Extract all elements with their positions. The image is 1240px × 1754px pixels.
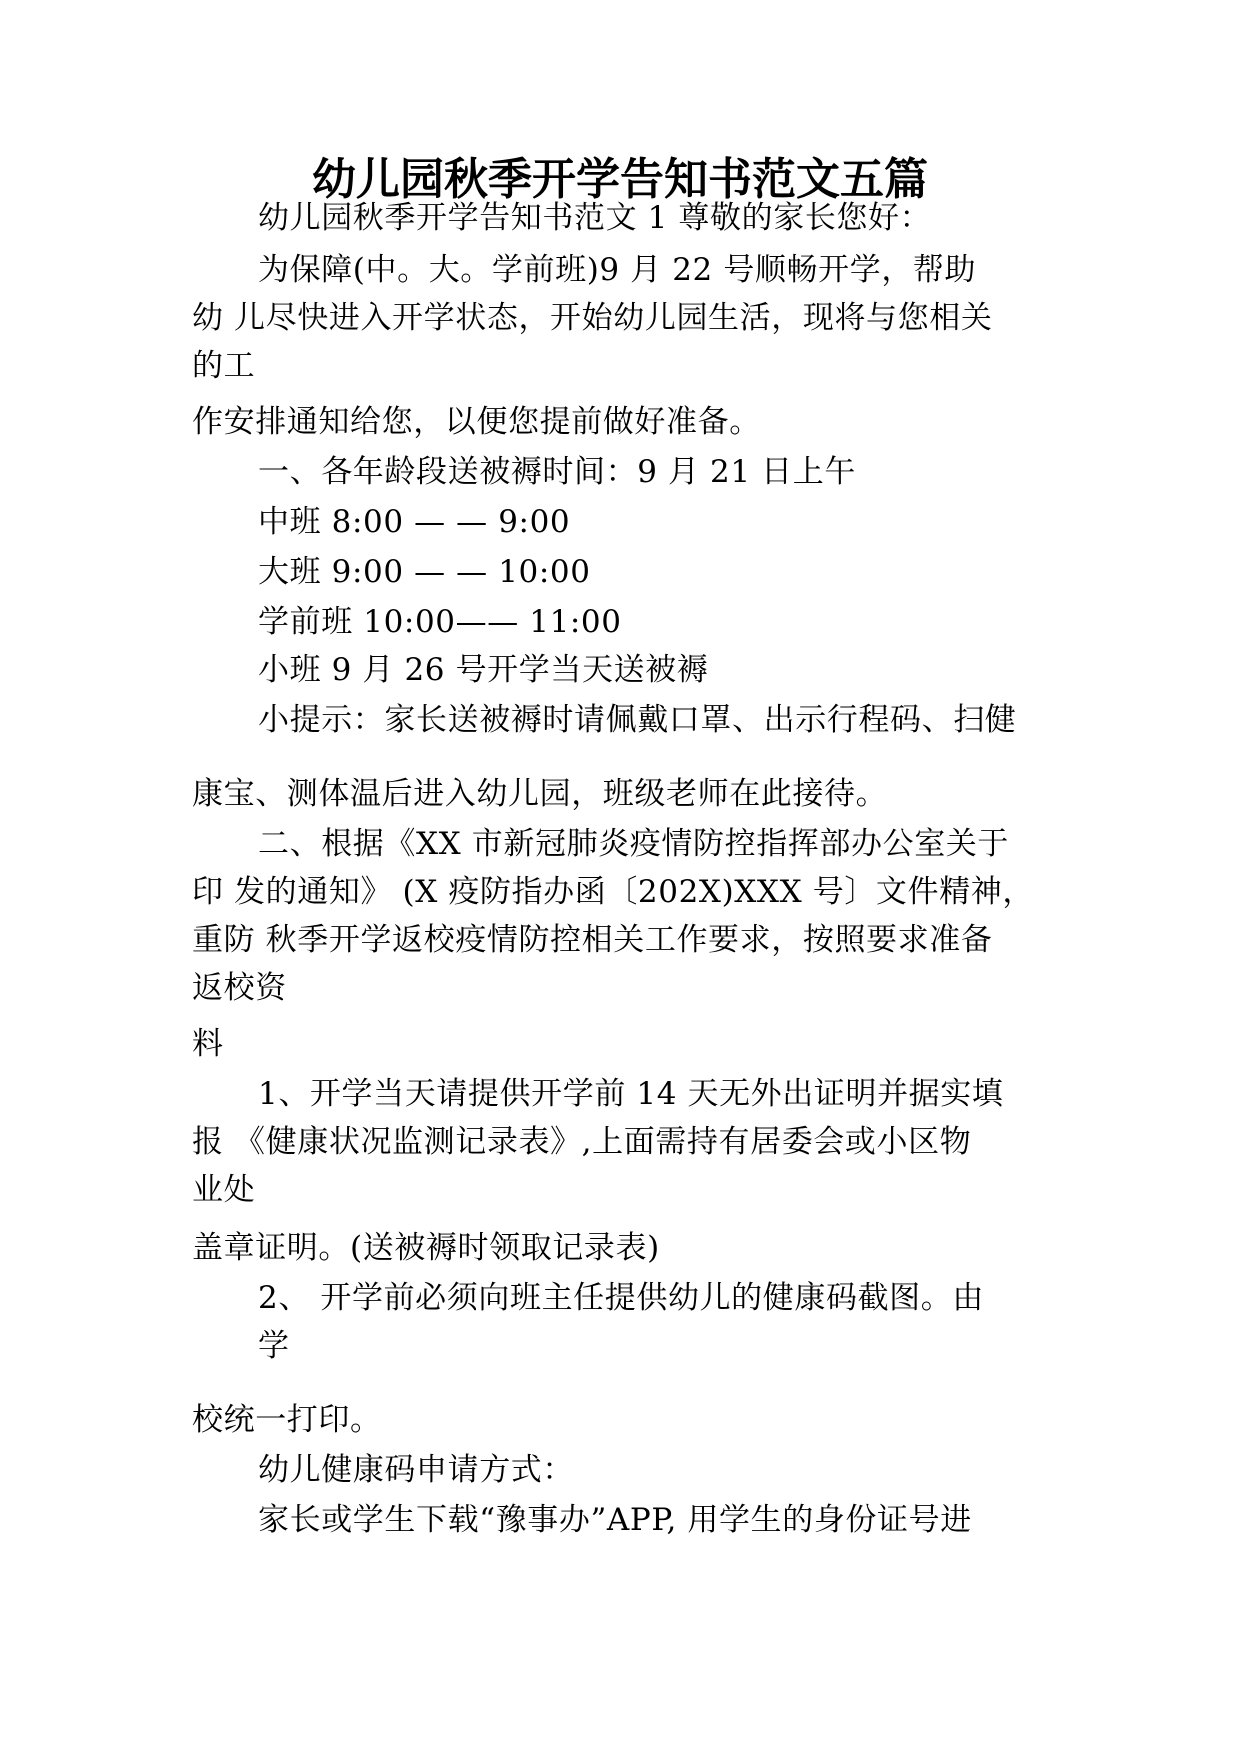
text-line: 学前班 10:00—— 11:00: [258, 604, 622, 640]
text-line: 幼儿健康码申请方式：: [258, 1452, 574, 1488]
text-line: 重防 秋季开学返校疫情防控相关工作要求，按照要求准备: [192, 922, 993, 958]
text-line: 返校资: [192, 970, 287, 1006]
document-title: 幼儿园秋季开学告知书范文五篇: [312, 154, 928, 205]
text-line: 盖章证明。(送被褥时领取记录表): [192, 1230, 660, 1266]
text-line: 的工: [192, 348, 256, 384]
text-line: 二、根据《XX 市新冠肺炎疫情防控指挥部办公室关于: [258, 826, 1009, 862]
text-line: 大班 9:00 — — 10:00: [258, 554, 591, 590]
text-line: 中班 8:00 — — 9:00: [258, 504, 571, 540]
text-line: 校统一打印。: [192, 1402, 382, 1438]
text-line: 一、各年龄段送被褥时间：9 月 21 日上午: [258, 454, 856, 490]
text-line: 家长或学生下载“豫事办”APP, 用学生的身份证号进: [258, 1502, 972, 1538]
text-line: 业处: [192, 1172, 256, 1208]
text-line: 幼儿园秋季开学告知书范文 1 尊敬的家长您好：: [258, 200, 932, 236]
text-line: 1、开学当天请提供开学前 14 天无外出证明并据实填: [258, 1076, 1004, 1112]
text-line: 学: [258, 1328, 290, 1364]
text-line: 为保障(中。大。学前班)9 月 22 号顺畅开学，帮助: [258, 252, 977, 288]
text-line: 2、 开学前必须向班主任提供幼儿的健康码截图。由: [258, 1280, 984, 1316]
text-line: 印 发的通知》 (X 疫防指办函〔202X)XXX 号〕文件精神，: [192, 874, 1034, 910]
text-line: 料: [192, 1026, 224, 1062]
text-line: 作安排通知给您，以便您提前做好准备。: [192, 404, 761, 440]
text-line: 幼 儿尽快进入开学状态，开始幼儿园生活，现将与您相关: [192, 300, 993, 336]
text-line: 康宝、测体温后进入幼儿园，班级老师在此接待。: [192, 776, 888, 812]
text-line: 小班 9 月 26 号开学当天送被褥: [258, 652, 709, 688]
text-line: 小提示：家长送被褥时请佩戴口罩、出示行程码、扫健: [258, 702, 1017, 738]
text-line: 报 《健康状况监测记录表》,上面需持有居委会或小区物: [192, 1124, 972, 1160]
